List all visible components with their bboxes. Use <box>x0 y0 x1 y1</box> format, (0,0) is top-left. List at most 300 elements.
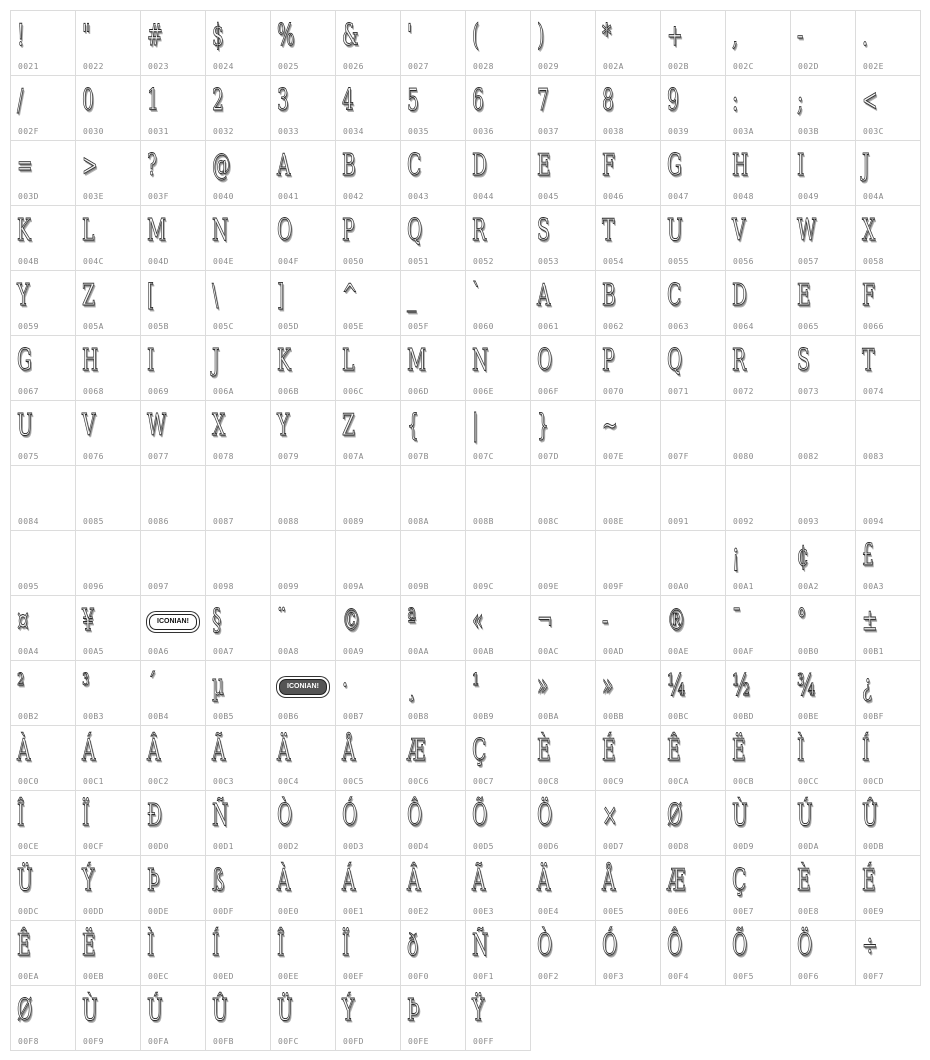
glyph-cell <box>791 11 856 76</box>
glyph-cell <box>856 76 921 141</box>
glyph-code-label: 0079 <box>278 452 299 461</box>
glyph-code-label: 003A <box>733 127 754 136</box>
glyph-code-label: 00AE <box>668 647 689 656</box>
glyph-cell <box>726 206 791 271</box>
glyph-code-label: 005F <box>408 322 429 331</box>
glyph-sample: Z <box>82 278 95 313</box>
glyph-code-label: 0082 <box>798 452 819 461</box>
glyph-code-label: 0077 <box>148 452 169 461</box>
glyph-cell <box>661 76 726 141</box>
glyph-cell <box>271 11 336 76</box>
glyph-cell <box>401 986 466 1051</box>
glyph-code-label: 004C <box>83 257 104 266</box>
glyph-sample: O <box>537 343 553 378</box>
glyph-sample: 2 <box>212 83 224 118</box>
glyph-code-label: 0038 <box>603 127 624 136</box>
glyph-code-label: 0039 <box>668 127 689 136</box>
glyph-sample: K <box>17 213 31 248</box>
glyph-code-label: 007D <box>538 452 559 461</box>
glyph-cell <box>401 791 466 856</box>
glyph-sample: ¾ <box>797 668 816 703</box>
glyph-code-label: 0058 <box>863 257 884 266</box>
glyph-sample: ° <box>797 603 807 638</box>
glyph-sample: C <box>667 278 682 313</box>
glyph-code-label: 007C <box>473 452 494 461</box>
glyph-sample: ß <box>212 863 225 898</box>
glyph-cell <box>466 466 531 531</box>
glyph-code-label: 0089 <box>343 517 364 526</box>
glyph-code-label: 0040 <box>213 192 234 201</box>
glyph-code-label: 00CD <box>863 777 884 786</box>
glyph-sample: > <box>82 148 98 183</box>
glyph-code-label: 00B7 <box>343 712 364 721</box>
glyph-cell <box>11 921 76 986</box>
glyph-code-label: 0045 <box>538 192 559 201</box>
glyph-code-label: 00EC <box>148 972 169 981</box>
glyph-sample: O <box>277 213 293 248</box>
glyph-cell <box>791 531 856 596</box>
glyph-code-label: 0060 <box>473 322 494 331</box>
glyph-sample: ± <box>862 603 878 638</box>
glyph-cell <box>531 466 596 531</box>
glyph-cell <box>76 791 141 856</box>
glyph-cell <box>856 531 921 596</box>
glyph-code-label: 00CF <box>83 842 104 851</box>
glyph-sample: Y <box>17 278 30 313</box>
glyph-cell <box>401 271 466 336</box>
glyph-code-label: 00AD <box>603 647 624 656</box>
glyph-sample: ) <box>537 18 545 53</box>
glyph-code-label: 0033 <box>278 127 299 136</box>
glyph-sample: » <box>537 668 549 703</box>
glyph-code-label: 009E <box>538 582 559 591</box>
glyph-code-label: 0027 <box>408 62 429 71</box>
glyph-code-label: 00DA <box>798 842 819 851</box>
glyph-cell <box>791 921 856 986</box>
glyph-cell <box>76 531 141 596</box>
glyph-cell <box>726 466 791 531</box>
glyph-code-label: 0085 <box>83 517 104 526</box>
glyph-sample: _ <box>407 278 417 313</box>
glyph-code-label: 0029 <box>538 62 559 71</box>
glyph-sample: Æ <box>407 733 426 768</box>
glyph-sample: . <box>862 18 868 53</box>
glyph-cell <box>271 596 336 661</box>
glyph-code-label: 00CB <box>733 777 754 786</box>
glyph-cell <box>856 271 921 336</box>
glyph-sample: ÷ <box>862 928 878 963</box>
glyph-code-label: 006F <box>538 387 559 396</box>
glyph-code-label: 00CE <box>18 842 39 851</box>
glyph-code-label: 00B9 <box>473 712 494 721</box>
glyph-code-label: 003C <box>863 127 884 136</box>
glyph-sample: Ï <box>82 798 90 833</box>
glyph-code-label: 0022 <box>83 62 104 71</box>
glyph-sample: ¹ <box>472 668 480 703</box>
glyph-code-label: 009A <box>343 582 364 591</box>
glyph-cell <box>401 596 466 661</box>
glyph-cell <box>856 856 921 921</box>
glyph-sample: Ü <box>17 863 33 898</box>
glyph-sample: - <box>602 603 609 638</box>
glyph-code-label: 0055 <box>668 257 689 266</box>
glyph-sample: Ö <box>797 928 813 963</box>
glyph-sample: Ò <box>537 928 553 963</box>
glyph-sample: Ê <box>667 733 681 768</box>
glyph-code-label: 00A2 <box>798 582 819 591</box>
glyph-cell <box>206 726 271 791</box>
glyph-code-label: 0036 <box>473 127 494 136</box>
glyph-cell <box>271 661 336 726</box>
glyph-cell <box>401 206 466 271</box>
glyph-sample: @ <box>212 148 231 183</box>
glyph-cell <box>11 856 76 921</box>
glyph-code-label: 0034 <box>343 127 364 136</box>
glyph-cell <box>791 466 856 531</box>
glyph-sample: V <box>732 213 746 248</box>
glyph-code-label: 00BC <box>668 712 689 721</box>
glyph-sample: « <box>472 603 484 638</box>
glyph-sample: µ <box>212 668 225 703</box>
glyph-code-label: 0098 <box>213 582 234 591</box>
glyph-code-label: 00BA <box>538 712 559 721</box>
glyph-code-label: 00B1 <box>863 647 884 656</box>
glyph-sample: À <box>277 863 291 898</box>
glyph-sample: P <box>342 213 355 248</box>
glyph-code-label: 00A7 <box>213 647 234 656</box>
glyph-cell <box>336 856 401 921</box>
glyph-sample: É <box>602 733 616 768</box>
glyph-sample: & <box>342 18 359 53</box>
glyph-sample: = <box>17 148 33 183</box>
glyph-sample: ½ <box>732 668 751 703</box>
glyph-sample: È <box>537 733 551 768</box>
glyph-code-label: 0072 <box>733 387 754 396</box>
glyph-cell <box>791 336 856 401</box>
glyph-cell <box>271 336 336 401</box>
glyph-cell <box>206 531 271 596</box>
glyph-cell <box>336 531 401 596</box>
glyph-cell <box>856 206 921 271</box>
glyph-cell <box>336 76 401 141</box>
glyph-code-label: 0030 <box>83 127 104 136</box>
glyph-code-label: 0062 <box>603 322 624 331</box>
glyph-code-label: 00C4 <box>278 777 299 786</box>
glyph-sample: \ <box>212 278 219 313</box>
glyph-cell <box>76 141 141 206</box>
glyph-sample: ! <box>17 18 25 53</box>
glyph-code-label: 006B <box>278 387 299 396</box>
glyph-sample: 5 <box>407 83 419 118</box>
glyph-code-label: 00F1 <box>473 972 494 981</box>
glyph-code-label: 0054 <box>603 257 624 266</box>
glyph-sample: 8 <box>602 83 614 118</box>
glyph-code-label: 00A1 <box>733 582 754 591</box>
glyph-sample: Ù <box>82 993 98 1028</box>
glyph-code-label: 0059 <box>18 322 39 331</box>
glyph-cell <box>401 336 466 401</box>
glyph-code-label: 00A3 <box>863 582 884 591</box>
glyph-cell <box>531 531 596 596</box>
glyph-cell <box>791 596 856 661</box>
glyph-sample: Ñ <box>472 928 489 963</box>
glyph-sample: Ö <box>537 798 553 833</box>
glyph-code-label: 002E <box>863 62 884 71</box>
glyph-cell <box>336 271 401 336</box>
glyph-cell <box>466 11 531 76</box>
glyph-sample: Î <box>277 928 285 963</box>
glyph-cell <box>466 856 531 921</box>
glyph-cell <box>791 206 856 271</box>
glyph-code-label: 009F <box>603 582 624 591</box>
glyph-code-label: 002A <box>603 62 624 71</box>
glyph-code-label: 00EB <box>83 972 104 981</box>
glyph-cell <box>141 791 206 856</box>
glyph-code-label: 00FB <box>213 1037 234 1046</box>
glyph-cell <box>596 661 661 726</box>
glyph-cell <box>336 401 401 466</box>
glyph-sample: F <box>862 278 875 313</box>
glyph-code-label: 0093 <box>798 517 819 526</box>
glyph-cell <box>596 726 661 791</box>
glyph-code-label: 0070 <box>603 387 624 396</box>
glyph-cell <box>466 271 531 336</box>
glyph-cell <box>206 856 271 921</box>
glyph-sample: ª <box>407 603 416 638</box>
glyph-code-label: 0066 <box>863 322 884 331</box>
glyph-sample: Å <box>342 733 356 768</box>
glyph-code-label: 003B <box>798 127 819 136</box>
glyph-code-label: 00FF <box>473 1037 494 1046</box>
glyph-code-label: 0031 <box>148 127 169 136</box>
glyph-cell <box>76 271 141 336</box>
glyph-code-label: 00B3 <box>83 712 104 721</box>
glyph-cell <box>271 206 336 271</box>
glyph-cell <box>11 466 76 531</box>
glyph-code-label: 0073 <box>798 387 819 396</box>
glyph-code-label: 0047 <box>668 192 689 201</box>
glyph-code-label: 0025 <box>278 62 299 71</box>
glyph-cell <box>401 466 466 531</box>
glyph-cell <box>141 986 206 1051</box>
glyph-sample: £ <box>862 538 874 573</box>
glyph-sample: Ô <box>667 928 683 963</box>
glyph-cell <box>271 726 336 791</box>
glyph-cell <box>336 726 401 791</box>
glyph-code-label: 00E4 <box>538 907 559 916</box>
glyph-badge: ICONIAN! <box>279 679 327 695</box>
glyph-code-label: 00D1 <box>213 842 234 851</box>
glyph-code-label: 00BE <box>798 712 819 721</box>
glyph-cell <box>11 141 76 206</box>
glyph-sample: / <box>17 83 24 118</box>
glyph-cell <box>206 661 271 726</box>
glyph-code-label: 00D6 <box>538 842 559 851</box>
glyph-sample: + <box>667 18 683 53</box>
glyph-code-label: 00F5 <box>733 972 754 981</box>
glyph-cell <box>76 596 141 661</box>
glyph-sample: Ì <box>147 928 155 963</box>
glyph-sample: Õ <box>732 928 748 963</box>
glyph-code-label: 0091 <box>668 517 689 526</box>
glyph-cell <box>401 921 466 986</box>
glyph-code-label: 00DC <box>18 907 39 916</box>
glyph-sample: Á <box>342 863 356 898</box>
glyph-code-label: 00BF <box>863 712 884 721</box>
glyph-sample: Æ <box>667 863 686 898</box>
glyph-code-label: 0061 <box>538 322 559 331</box>
glyph-cell <box>661 921 726 986</box>
glyph-cell <box>336 206 401 271</box>
glyph-sample: % <box>277 18 295 53</box>
glyph-badge: ICONIAN! <box>149 614 197 630</box>
glyph-sample: H <box>82 343 99 378</box>
glyph-cell <box>661 726 726 791</box>
glyph-cell <box>401 531 466 596</box>
glyph-sample: Ä <box>537 863 551 898</box>
glyph-cell <box>531 856 596 921</box>
glyph-sample: U <box>667 213 683 248</box>
glyph-cell <box>11 401 76 466</box>
glyph-sample: ³ <box>82 668 90 703</box>
glyph-sample: Ã <box>212 733 226 768</box>
glyph-sample: Í <box>212 928 220 963</box>
glyph-code-label: 00E6 <box>668 907 689 916</box>
glyph-cell <box>466 986 531 1051</box>
glyph-code-label: 00AA <box>408 647 429 656</box>
glyph-sample: G <box>667 148 682 183</box>
glyph-sample: " <box>82 18 91 53</box>
glyph-sample: L <box>342 343 355 378</box>
glyph-code-label: 00B2 <box>18 712 39 721</box>
glyph-code-label: 0095 <box>18 582 39 591</box>
glyph-cell <box>206 336 271 401</box>
glyph-code-label: 00F6 <box>798 972 819 981</box>
glyph-cell <box>791 141 856 206</box>
glyph-code-label: 00D8 <box>668 842 689 851</box>
glyph-code-label: 00F3 <box>603 972 624 981</box>
glyph-cell <box>271 921 336 986</box>
glyph-cell <box>336 986 401 1051</box>
glyph-sample: Ò <box>277 798 293 833</box>
glyph-cell <box>141 531 206 596</box>
glyph-cell <box>401 11 466 76</box>
glyph-sample: , <box>732 18 738 53</box>
glyph-sample: § <box>212 603 222 638</box>
glyph-code-label: 00F0 <box>408 972 429 981</box>
glyph-sample: 7 <box>537 83 549 118</box>
glyph-code-label: 0065 <box>798 322 819 331</box>
glyph-cell <box>271 271 336 336</box>
glyph-cell <box>336 336 401 401</box>
glyph-code-label: 00DE <box>148 907 169 916</box>
glyph-cell <box>336 466 401 531</box>
glyph-code-label: 00DB <box>863 842 884 851</box>
glyph-code-label: 00BD <box>733 712 754 721</box>
glyph-cell <box>791 791 856 856</box>
glyph-sample: Ø <box>17 993 33 1028</box>
glyph-sample: × <box>602 798 618 833</box>
glyph-code-label: 0024 <box>213 62 234 71</box>
glyph-cell <box>856 726 921 791</box>
glyph-sample: Û <box>862 798 878 833</box>
glyph-cell <box>401 726 466 791</box>
glyph-cell <box>791 661 856 726</box>
glyph-cell <box>661 791 726 856</box>
glyph-sample: © <box>342 603 361 638</box>
glyph-code-label: 00C7 <box>473 777 494 786</box>
glyph-sample: K <box>277 343 291 378</box>
glyph-code-label: 0049 <box>798 192 819 201</box>
glyph-sample: : <box>732 83 739 118</box>
glyph-cell <box>141 141 206 206</box>
glyph-code-label: 0067 <box>18 387 39 396</box>
glyph-cell <box>596 271 661 336</box>
glyph-cell <box>141 271 206 336</box>
glyph-code-label: 0084 <box>18 517 39 526</box>
glyph-cell <box>726 791 791 856</box>
glyph-code-label: 002C <box>733 62 754 71</box>
glyph-code-label: 00E3 <box>473 907 494 916</box>
glyph-cell <box>856 466 921 531</box>
glyph-sample: Þ <box>147 863 160 898</box>
glyph-cell <box>466 921 531 986</box>
glyph-code-label: 003E <box>83 192 104 201</box>
glyph-code-label: 007B <box>408 452 429 461</box>
glyph-cell <box>11 986 76 1051</box>
glyph-sample: Ì <box>797 733 805 768</box>
glyph-code-label: 009C <box>473 582 494 591</box>
glyph-sample: # <box>147 18 163 53</box>
glyph-sample: Í <box>862 733 870 768</box>
glyph-code-label: 004B <box>18 257 39 266</box>
glyph-cell <box>141 596 206 661</box>
glyph-sample: E <box>537 148 551 183</box>
glyph-code-label: 00A6 <box>148 647 169 656</box>
glyph-cell <box>76 661 141 726</box>
glyph-cell <box>206 76 271 141</box>
glyph-sample: ? <box>147 148 157 183</box>
glyph-code-label: 009B <box>408 582 429 591</box>
glyph-code-label: 0051 <box>408 257 429 266</box>
glyph-code-label: 0044 <box>473 192 494 201</box>
glyph-cell <box>141 11 206 76</box>
glyph-sample: Ê <box>17 928 31 963</box>
glyph-cell <box>11 791 76 856</box>
glyph-cell <box>11 271 76 336</box>
glyph-cell <box>661 141 726 206</box>
glyph-code-label: 00C1 <box>83 777 104 786</box>
glyph-sample: Q <box>667 343 683 378</box>
glyph-code-label: 008B <box>473 517 494 526</box>
glyph-code-label: 00E2 <box>408 907 429 916</box>
glyph-cell <box>661 856 726 921</box>
glyph-cell <box>141 726 206 791</box>
glyph-code-label: 00B6 <box>278 712 299 721</box>
glyph-cell <box>856 921 921 986</box>
glyph-cell <box>466 336 531 401</box>
glyph-cell <box>661 466 726 531</box>
glyph-cell <box>401 76 466 141</box>
glyph-code-label: 00D3 <box>343 842 364 851</box>
glyph-cell <box>596 466 661 531</box>
glyph-code-label: 00AF <box>733 647 754 656</box>
glyph-sample: B <box>602 278 616 313</box>
glyph-sample: R <box>732 343 747 378</box>
glyph-cell <box>596 921 661 986</box>
glyph-cell <box>336 661 401 726</box>
glyph-code-label: 003F <box>148 192 169 201</box>
